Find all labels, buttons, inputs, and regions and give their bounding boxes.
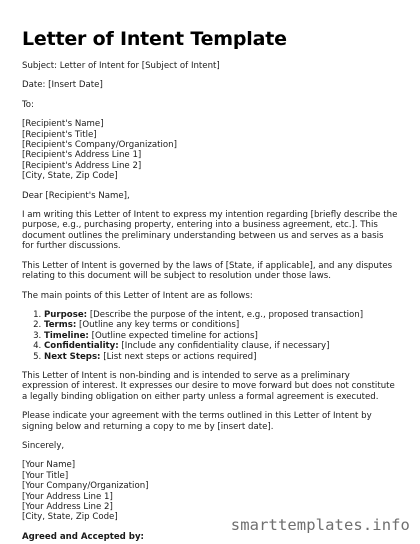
recipient-address-line-2: [Recipient's Address Line 2] bbox=[22, 160, 142, 171]
salutation: Dear [Recipient's Name], bbox=[22, 190, 130, 201]
sender-address-block bbox=[22, 460, 398, 522]
sender-name: [Your Name] bbox=[22, 460, 76, 471]
list-item-purpose bbox=[44, 310, 398, 320]
point-term: Next Steps: bbox=[44, 351, 101, 362]
list-item-timeline bbox=[44, 331, 398, 341]
closing: Sincerely, bbox=[22, 440, 65, 451]
point-text: [Outline any key terms or conditions] bbox=[76, 320, 240, 331]
watermark: smarttemplates.info bbox=[230, 516, 410, 534]
sender-title: [Your Title] bbox=[22, 470, 69, 481]
to-label: To: bbox=[22, 99, 34, 110]
point-term: Purpose: bbox=[44, 309, 88, 320]
acceptance-label: Agreed and Accepted by: bbox=[22, 531, 144, 542]
point-term: Terms: bbox=[44, 320, 77, 331]
sender-city-state-zip: [City, State, Zip Code] bbox=[22, 512, 118, 523]
governing-law-paragraph: This Letter of Intent is governed by the laws of [State, if applicable], and any disputes relating to this document will be subject to resolution under those laws. bbox=[22, 260, 393, 282]
sender-address-line-1: [Your Address Line 1] bbox=[22, 491, 113, 502]
subject-line: Subject: Letter of Intent for [Subject of Intent] bbox=[22, 61, 220, 71]
sender-address-line-2: [Your Address Line 2] bbox=[22, 502, 113, 512]
point-text: [Outline expected timeline for actions] bbox=[88, 330, 258, 341]
point-text: [Include any confidentiality clause, if necessary] bbox=[118, 341, 330, 352]
point-term: Timeline: bbox=[44, 330, 89, 341]
date-line: Date: [Insert Date] bbox=[22, 80, 103, 91]
main-points-intro: The main points of this Letter of Intent are as follows: bbox=[22, 290, 253, 301]
non-binding-paragraph: This Letter of Intent is non-binding and is intended to serve as a preliminary expression of interest. It expresses our desire to move forward but does not constitute a legally binding obligation on either party unless a formal agreement is executed. bbox=[22, 370, 395, 402]
recipient-name: [Recipient's Name] bbox=[22, 119, 104, 130]
sender-company: [Your Company/Organization] bbox=[22, 481, 149, 492]
recipient-address-line-1: [Recipient's Address Line 1] bbox=[22, 150, 142, 161]
list-item-next-steps bbox=[44, 352, 398, 362]
document-title: Letter of Intent Template bbox=[22, 28, 287, 50]
point-text: [Describe the purpose of the intent, e.g., proposed transaction] bbox=[87, 309, 364, 320]
list-item-confidentiality bbox=[44, 341, 398, 351]
point-text: [List next steps or actions required] bbox=[100, 351, 257, 362]
main-points-list bbox=[22, 310, 398, 362]
intro-paragraph: I am writing this Letter of Intent to express my intention regarding [briefly describe the purpose, e.g., purchasing property, entering into a business agreement, etc.]. This document outlines the preliminary understanding between us and serves as a basis for further discussions. bbox=[22, 210, 398, 252]
recipient-company: [Recipient's Company/Organization] bbox=[22, 140, 177, 151]
point-term: Confidentiality: bbox=[44, 341, 119, 352]
recipient-address-block bbox=[22, 119, 398, 181]
recipient-title: [Recipient's Title] bbox=[22, 129, 97, 140]
recipient-city-state-zip: [City, State, Zip Code] bbox=[22, 171, 118, 182]
list-item-terms bbox=[44, 320, 398, 330]
agreement-paragraph: Please indicate your agreement with the terms outlined in this Letter of Intent by signing below and returning a copy to me by [insert date]. bbox=[22, 411, 372, 432]
